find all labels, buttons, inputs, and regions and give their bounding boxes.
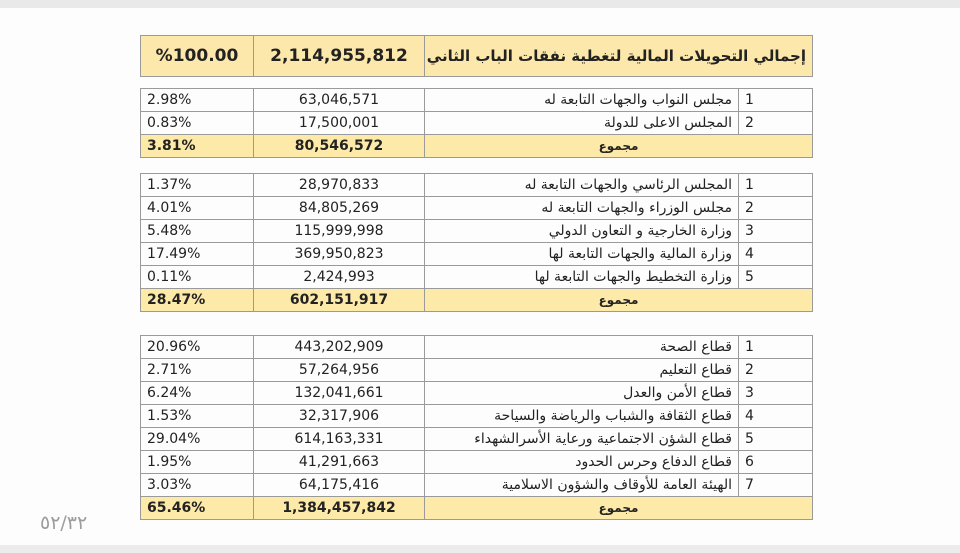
header-row bbox=[141, 36, 813, 77]
row-amount: 28,970,833 bbox=[254, 174, 425, 197]
table-row bbox=[141, 451, 813, 474]
subtotal-label: مجموع bbox=[425, 289, 813, 312]
row-entity-name: قطاع التعليم bbox=[425, 359, 739, 382]
row-percent: 17.49% bbox=[141, 243, 254, 266]
row-percent: 1.53% bbox=[141, 405, 254, 428]
table-row bbox=[141, 174, 813, 197]
subtotal-amount: 1,384,457,842 bbox=[254, 497, 425, 520]
row-entity-name: المجلس الاعلى للدولة bbox=[425, 112, 739, 135]
row-entity-name: وزارة التخطيط والجهات التابعة لها bbox=[425, 266, 739, 289]
row-percent: 1.95% bbox=[141, 451, 254, 474]
table-row bbox=[141, 336, 813, 359]
row-amount: 84,805,269 bbox=[254, 197, 425, 220]
header-amount: 2,114,955,812 bbox=[254, 36, 425, 77]
row-amount: 369,950,823 bbox=[254, 243, 425, 266]
row-amount: 132,041,661 bbox=[254, 382, 425, 405]
row-amount: 41,291,663 bbox=[254, 451, 425, 474]
subtotal-label: مجموع bbox=[425, 135, 813, 158]
subtotal-row bbox=[141, 289, 813, 312]
subtotal-label: مجموع bbox=[425, 497, 813, 520]
row-percent: 2.98% bbox=[141, 89, 254, 112]
row-amount: 32,317,906 bbox=[254, 405, 425, 428]
table-row bbox=[141, 359, 813, 382]
row-number: 1 bbox=[739, 336, 813, 359]
sectors-group-table bbox=[140, 335, 813, 520]
row-percent: 1.37% bbox=[141, 174, 254, 197]
page-number: ٥٢/٣٢ bbox=[40, 512, 88, 534]
legislative-group-table bbox=[140, 88, 813, 158]
subtotal-row bbox=[141, 135, 813, 158]
row-percent: 3.03% bbox=[141, 474, 254, 497]
subtotal-percent: 65.46% bbox=[141, 497, 254, 520]
top-edge bbox=[0, 0, 960, 8]
row-entity-name: قطاع الدفاع وحرس الحدود bbox=[425, 451, 739, 474]
table-row bbox=[141, 266, 813, 289]
table-row bbox=[141, 89, 813, 112]
row-entity-name: وزارة المالية والجهات التابعة لها bbox=[425, 243, 739, 266]
row-number: 2 bbox=[739, 359, 813, 382]
row-number: 4 bbox=[739, 405, 813, 428]
row-amount: 2,424,993 bbox=[254, 266, 425, 289]
table-row bbox=[141, 112, 813, 135]
row-entity-name: مجلس النواب والجهات التابعة له bbox=[425, 89, 739, 112]
row-number: 3 bbox=[739, 220, 813, 243]
row-number: 1 bbox=[739, 174, 813, 197]
row-percent: 4.01% bbox=[141, 197, 254, 220]
row-percent: 29.04% bbox=[141, 428, 254, 451]
row-amount: 443,202,909 bbox=[254, 336, 425, 359]
row-entity-name: قطاع الأمن والعدل bbox=[425, 382, 739, 405]
table-row bbox=[141, 405, 813, 428]
executive-group-table bbox=[140, 173, 813, 312]
row-amount: 63,046,571 bbox=[254, 89, 425, 112]
table-row bbox=[141, 197, 813, 220]
row-entity-name: الهيئة العامة للأوقاف والشؤون الاسلامية bbox=[425, 474, 739, 497]
subtotal-row bbox=[141, 497, 813, 520]
table-row bbox=[141, 382, 813, 405]
row-percent: 0.83% bbox=[141, 112, 254, 135]
table-row bbox=[141, 220, 813, 243]
table-row bbox=[141, 474, 813, 497]
row-number: 1 bbox=[739, 89, 813, 112]
row-number: 7 bbox=[739, 474, 813, 497]
row-amount: 64,175,416 bbox=[254, 474, 425, 497]
row-entity-name: المجلس الرئاسي والجهات التابعة له bbox=[425, 174, 739, 197]
row-number: 2 bbox=[739, 197, 813, 220]
row-amount: 614,163,331 bbox=[254, 428, 425, 451]
subtotal-percent: 3.81% bbox=[141, 135, 254, 158]
row-entity-name: قطاع الثقافة والشباب والرياضة والسياحة bbox=[425, 405, 739, 428]
row-entity-name: وزارة الخارجية و التعاون الدولي bbox=[425, 220, 739, 243]
row-amount: 57,264,956 bbox=[254, 359, 425, 382]
bottom-edge bbox=[0, 545, 960, 553]
row-percent: 5.48% bbox=[141, 220, 254, 243]
header-title: إجمالي التحويلات المالية لتغطية نفقات الباب الثاني bbox=[425, 36, 813, 77]
subtotal-amount: 80,546,572 bbox=[254, 135, 425, 158]
row-percent: 0.11% bbox=[141, 266, 254, 289]
row-entity-name: مجلس الوزراء والجهات التابعة له bbox=[425, 197, 739, 220]
subtotal-amount: 602,151,917 bbox=[254, 289, 425, 312]
row-number: 5 bbox=[739, 266, 813, 289]
header-percent: %100.00 bbox=[141, 36, 254, 77]
row-entity-name: قطاع الصحة bbox=[425, 336, 739, 359]
row-number: 6 bbox=[739, 451, 813, 474]
row-amount: 115,999,998 bbox=[254, 220, 425, 243]
grand-total-header bbox=[140, 35, 813, 77]
row-amount: 17,500,001 bbox=[254, 112, 425, 135]
row-percent: 6.24% bbox=[141, 382, 254, 405]
table-row bbox=[141, 428, 813, 451]
row-number: 4 bbox=[739, 243, 813, 266]
subtotal-percent: 28.47% bbox=[141, 289, 254, 312]
table-row bbox=[141, 243, 813, 266]
row-number: 5 bbox=[739, 428, 813, 451]
row-percent: 20.96% bbox=[141, 336, 254, 359]
row-number: 2 bbox=[739, 112, 813, 135]
row-number: 3 bbox=[739, 382, 813, 405]
row-entity-name: قطاع الشؤن الاجتماعية ورعاية الأسرالشهداء bbox=[425, 428, 739, 451]
row-percent: 2.71% bbox=[141, 359, 254, 382]
